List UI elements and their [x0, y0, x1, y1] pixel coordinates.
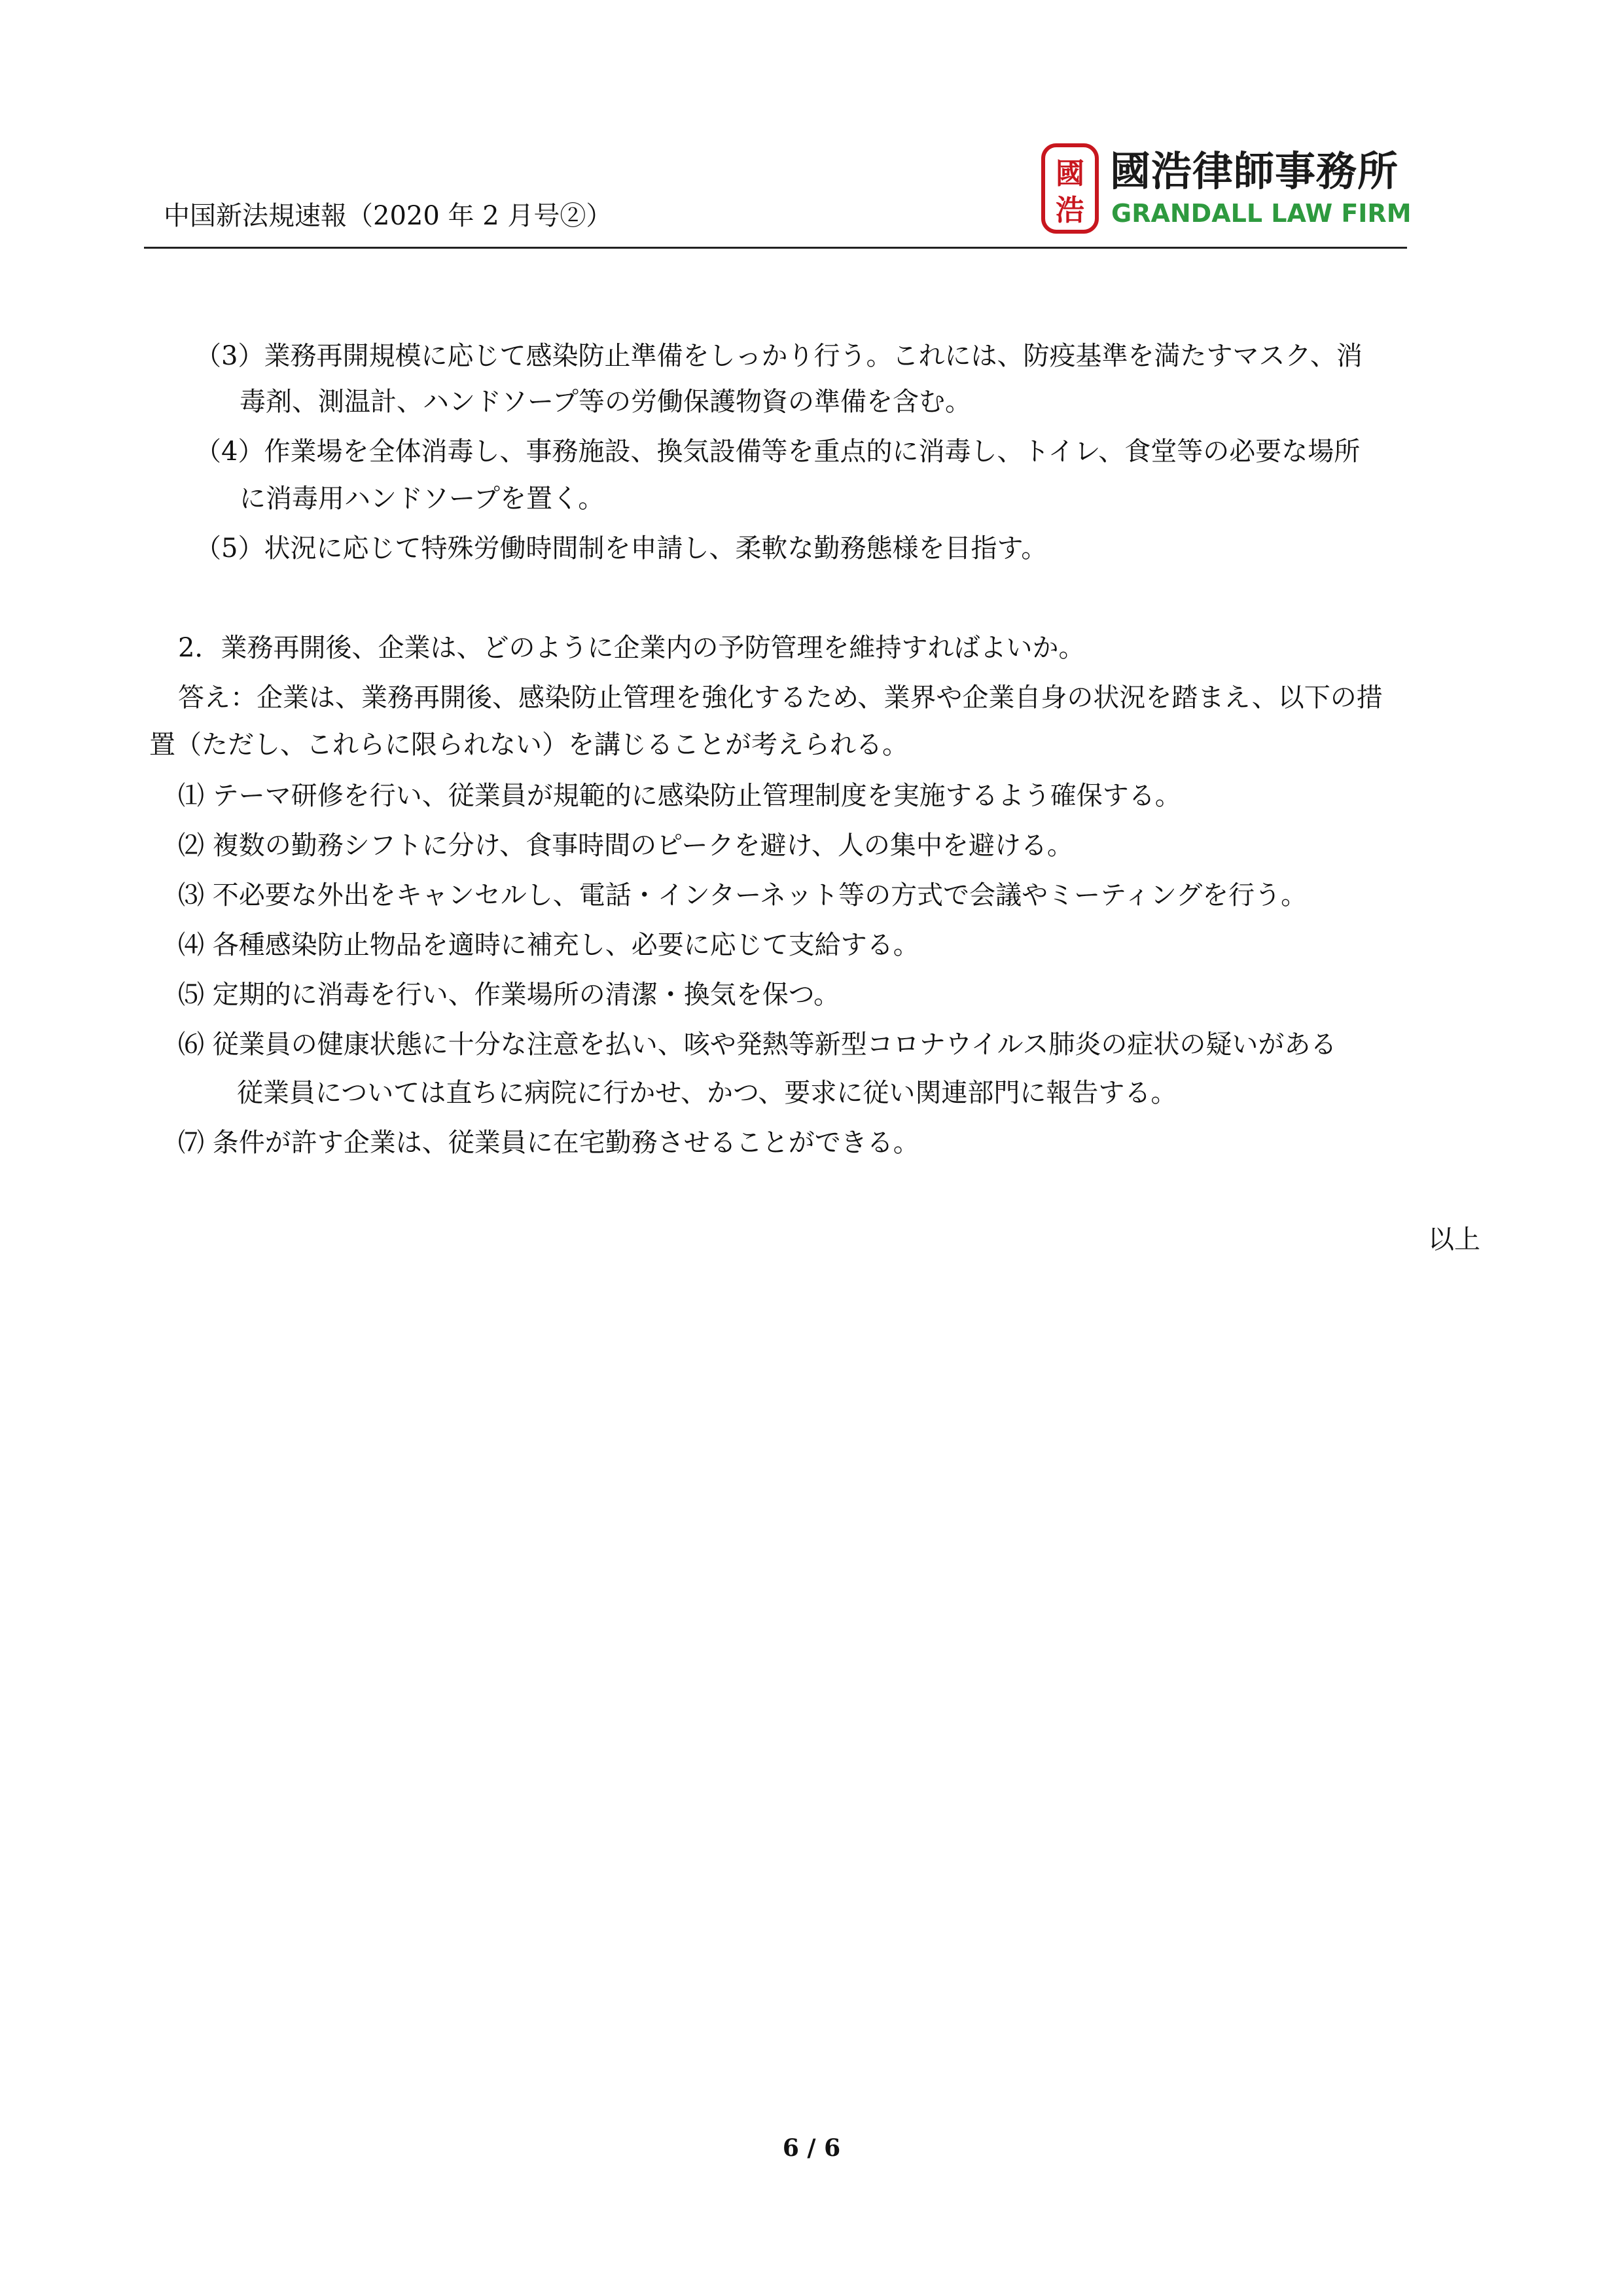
firm-name-chinese: 國浩律師事務所 [1110, 147, 1399, 195]
measure-6-line-2: 従業員については直ちに病院に行かせ、かつ、要求に従い関連部門に報告する。 [237, 1078, 1177, 1108]
answer-line-2: 置（ただし、これらに限られない）を講じることが考えられる。 [149, 730, 908, 760]
item-4-line-1: （4）作業場を全体消毒し、事務施設、換気設備等を重点的に消毒し、トイレ、食堂等の必要な場所 [195, 437, 1361, 467]
firm-name-english: GRANDALL LAW FIRM [1111, 199, 1412, 228]
item-3-line-1: （3）業務再開規模に応じて感染防止準備をしっかり行う。これには、防疫基準を満たすマスク、消 [195, 341, 1363, 371]
measure-5: ⑸ 定期的に消毒を行い、作業場所の清潔・換気を保つ。 [178, 980, 840, 1010]
measure-4: ⑷ 各種感染防止物品を適時に補充し、必要に応じて支給する。 [178, 930, 919, 960]
item-5-line: （5）状況に応じて特殊労働時間制を申請し、柔軟な勤務態様を目指す。 [195, 533, 1048, 564]
measure-1: ⑴ テーマ研修を行い、従業員が規範的に感染防止管理制度を実施するよう確保する。 [178, 781, 1181, 811]
measure-6-line-1: ⑹ 従業員の健康状態に十分な注意を払い、咳や発熱等新型コロナウイルス肺炎の症状の疑いがある [178, 1030, 1337, 1060]
question-2-heading: 2．業務再開後、企業は、どのように企業内の予防管理を維持すればよいか。 [178, 633, 1085, 663]
grandall-logo [1041, 143, 1412, 234]
page-number: 6 / 6 [782, 2134, 841, 2162]
measure-3: ⑶ 不必要な外出をキャンセルし、電話・インターネット等の方式で会議やミーティングを行う。 [178, 880, 1308, 910]
seal-stamp-icon [1041, 143, 1099, 234]
closing-remark: 以上 [1428, 1225, 1480, 1255]
svg-text:浩: 浩 [1056, 194, 1084, 227]
measure-7: ⑺ 条件が許す企業は、従業員に在宅勤務させることができる。 [178, 1128, 919, 1158]
item-3-line-2: 毒剤、測温計、ハンドソープ等の労働保護物資の準備を含む。 [240, 387, 971, 417]
document-header-title: 中国新法規速報（2020 年 2 月号②） [164, 201, 613, 231]
item-4-line-2: に消毒用ハンドソープを置く。 [240, 484, 605, 514]
answer-line-1: 答え：企業は、業務再開後、感染防止管理を強化するため、業界や企業自身の状況を踏まえ、以下の措 [178, 683, 1383, 713]
header-divider [144, 247, 1407, 249]
measure-2: ⑵ 複数の勤務シフトに分け、食事時間のピークを避け、人の集中を避ける。 [178, 831, 1073, 861]
svg-text:國: 國 [1056, 157, 1084, 190]
